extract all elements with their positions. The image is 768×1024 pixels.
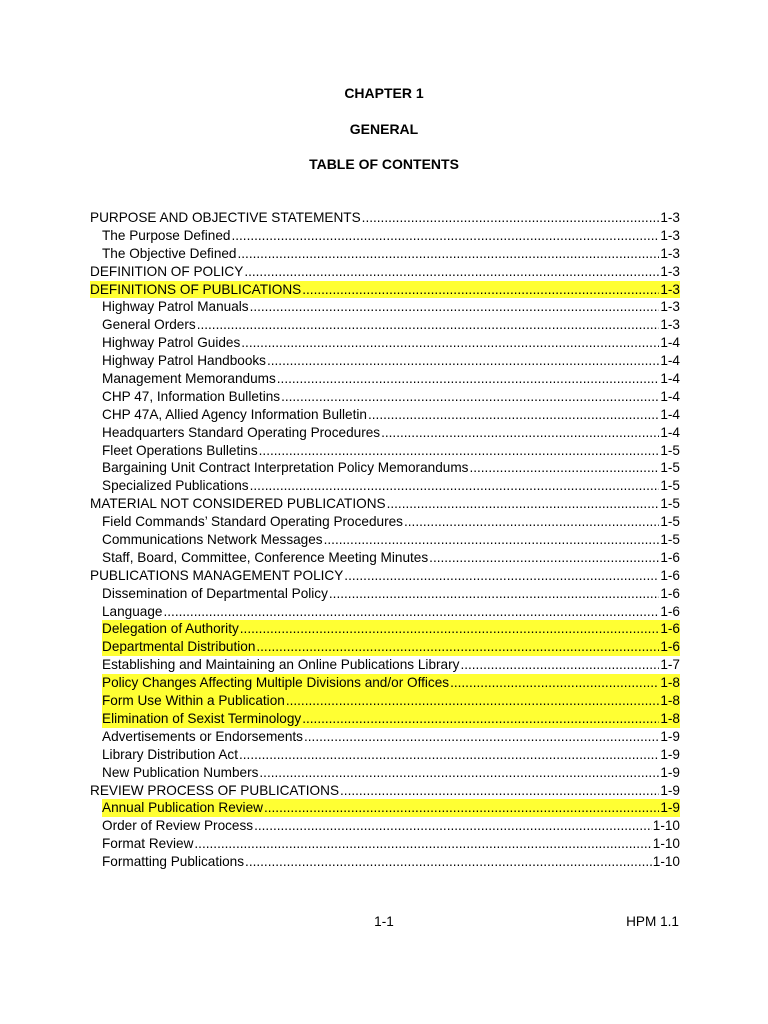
toc-entry-page: 1-3 (660, 317, 680, 333)
toc-dot-leader (277, 370, 660, 388)
toc-entry-line (102, 853, 680, 871)
toc-entry-title: New Publication Numbers (102, 764, 259, 780)
toc-subsection-entry (90, 835, 680, 853)
toc-dot-leader (344, 567, 659, 585)
toc-entry-title: Elimination of Sexist Terminology (102, 710, 302, 726)
toc-entry-line (102, 799, 680, 817)
toc-entry-page: 1-6 (660, 639, 680, 655)
toc-subsection-entry (90, 316, 680, 334)
chapter-subject: GENERAL (349, 121, 419, 137)
toc-dot-leader (241, 334, 659, 352)
toc-entry-title: Dissemination of Departmental Policy (102, 585, 328, 601)
toc-subsection-entry (90, 710, 680, 728)
toc-entry-title: Staff, Board, Committee, Conference Meeting Minutes (102, 549, 429, 565)
toc-entry-title: MATERIAL NOT CONSIDERED PUBLICATIONS (90, 496, 386, 512)
toc-entry-line (90, 567, 680, 585)
toc-entry-line (102, 549, 680, 567)
toc-entry-title: General Orders (102, 317, 196, 333)
toc-entry-line (102, 764, 680, 782)
toc-section-entry (90, 209, 680, 227)
toc-entry-line (102, 442, 680, 460)
toc-entry-line (102, 370, 680, 388)
toc-subsection-entry (90, 853, 680, 871)
toc-entry-line (102, 477, 680, 495)
table-of-contents (90, 209, 680, 871)
toc-entry-page: 1-3 (660, 245, 680, 261)
toc-dot-leader (245, 853, 652, 871)
toc-entry-line (102, 620, 680, 638)
toc-entry-page: 1-3 (660, 299, 680, 315)
toc-entry-page: 1-6 (660, 549, 680, 565)
toc-subsection-entry (90, 352, 680, 370)
toc-subsection-entry (90, 799, 680, 817)
toc-entry-line (102, 316, 680, 334)
toc-subsection-entry (90, 406, 680, 424)
toc-entry-line (102, 656, 680, 674)
toc-dot-leader (304, 728, 659, 746)
toc-entry-line (102, 674, 680, 692)
toc-dot-leader (381, 424, 659, 442)
toc-entry-title: Bargaining Unit Contract Interpretation Policy Memorandums (102, 460, 469, 476)
toc-subsection-entry (90, 549, 680, 567)
toc-subsection-entry (90, 603, 680, 621)
toc-entry-title: Departmental Distribution (102, 639, 256, 655)
toc-entry-title: Form Use Within a Publication (102, 693, 285, 709)
toc-entry-title: The Purpose Defined (102, 227, 231, 243)
toc-entry-title: Annual Publication Review (102, 800, 263, 816)
toc-entry-line (102, 710, 680, 728)
toc-subsection-entry (90, 388, 680, 406)
toc-entry-line (102, 334, 680, 352)
toc-entry-title: Advertisements or Endorsements (102, 728, 303, 744)
toc-entry-title: Format Review (102, 836, 194, 852)
toc-subsection-entry (90, 620, 680, 638)
toc-dot-leader (281, 388, 659, 406)
toc-entry-title: Formatting Publications (102, 854, 245, 870)
toc-entry-page: 1-9 (660, 800, 680, 816)
toc-title: TABLE OF CONTENTS (309, 156, 459, 172)
toc-dot-leader (250, 298, 660, 316)
toc-entry-page: 1-4 (660, 388, 680, 404)
toc-entry-line (102, 298, 680, 316)
toc-subsection-entry (90, 692, 680, 710)
toc-subsection-entry (90, 245, 680, 263)
toc-dot-leader (387, 495, 660, 513)
toc-entry-title: Policy Changes Affecting Multiple Divisions and/or Offices (102, 675, 450, 691)
toc-entry-title: Fleet Operations Bulletins (102, 442, 258, 458)
toc-entry-line (102, 388, 680, 406)
toc-entry-title: REVIEW PROCESS OF PUBLICATIONS (90, 782, 340, 798)
toc-dot-leader (302, 710, 659, 728)
toc-subsection-entry (90, 442, 680, 460)
toc-subsection-entry (90, 817, 680, 835)
toc-entry-page: 1-8 (660, 675, 680, 691)
toc-dot-leader (362, 209, 660, 227)
toc-entry-page: 1-6 (660, 603, 680, 619)
toc-entry-line (102, 245, 680, 263)
toc-entry-title: Field Commands’ Standard Operating Procedures (102, 514, 403, 530)
toc-entry-page: 1-8 (660, 710, 680, 726)
toc-entry-line (102, 227, 680, 245)
toc-entry-line (90, 209, 680, 227)
toc-entry-title: PURPOSE AND OBJECTIVE STATEMENTS (90, 210, 361, 225)
toc-entry-page: 1-6 (660, 567, 680, 583)
toc-dot-leader (450, 674, 659, 692)
toc-subsection-entry (90, 531, 680, 549)
toc-subsection-entry (90, 656, 680, 674)
toc-dot-leader (256, 638, 659, 656)
toc-entry-line (102, 459, 680, 477)
toc-dot-leader (324, 531, 660, 549)
footer-document-id: HPM 1.1 (626, 914, 679, 929)
toc-subsection-entry (90, 227, 680, 245)
toc-entry-title: DEFINITIONS OF PUBLICATIONS (90, 281, 302, 297)
toc-entry-page: 1-9 (660, 728, 680, 744)
toc-entry-page: 1-5 (660, 496, 680, 512)
toc-entry-page: 1-9 (660, 782, 680, 798)
toc-dot-leader (302, 281, 659, 299)
toc-subsection-entry (90, 585, 680, 603)
toc-entry-page: 1-5 (660, 532, 680, 548)
toc-entry-page: 1-7 (660, 657, 680, 673)
toc-entry-title: Highway Patrol Guides (102, 335, 241, 351)
toc-entry-line (102, 817, 680, 835)
toc-entry-page: 1-9 (660, 764, 680, 780)
toc-section-entry (90, 263, 680, 281)
toc-dot-leader (238, 245, 660, 263)
toc-subsection-entry (90, 513, 680, 531)
toc-entry-page: 1-4 (660, 371, 680, 387)
toc-dot-leader (231, 227, 659, 245)
toc-entry-line (90, 495, 680, 513)
toc-entry-line (90, 782, 680, 800)
toc-subsection-entry (90, 424, 680, 442)
toc-entry-page: 1-4 (660, 406, 680, 422)
toc-entry-page: 1-4 (660, 353, 680, 369)
toc-entry-page: 1-6 (660, 621, 680, 637)
toc-entry-page: 1-3 (660, 281, 680, 297)
toc-entry-title: Highway Patrol Manuals (102, 299, 249, 315)
toc-entry-page: 1-4 (660, 424, 680, 440)
toc-entry-page: 1-4 (660, 335, 680, 351)
toc-subsection-entry (90, 674, 680, 692)
toc-dot-leader (197, 316, 660, 334)
toc-dot-leader (244, 263, 659, 281)
toc-entry-line (102, 603, 680, 621)
toc-entry-title: The Objective Defined (102, 245, 237, 261)
toc-entry-title: Establishing and Maintaining an Online Publications Library (102, 657, 460, 673)
toc-entry-title: Management Memorandums (102, 371, 276, 387)
toc-entry-page: 1-3 (660, 263, 680, 279)
toc-entry-page: 1-3 (660, 227, 680, 243)
toc-entry-line (102, 513, 680, 531)
toc-dot-leader (340, 782, 659, 800)
toc-entry-page: 1-5 (660, 442, 680, 458)
toc-entry-line (90, 281, 680, 299)
footer-page-number: 1-1 (374, 914, 394, 929)
toc-subsection-entry (90, 728, 680, 746)
toc-entry-line (102, 746, 680, 764)
toc-entry-page: 1-5 (660, 478, 680, 494)
toc-entry-line (102, 835, 680, 853)
toc-subsection-entry (90, 334, 680, 352)
toc-entry-page: 1-6 (660, 585, 680, 601)
toc-subsection-entry (90, 477, 680, 495)
toc-entry-title: Library Distribution Act (102, 746, 238, 762)
toc-entry-line (102, 406, 680, 424)
toc-section-entry (90, 782, 680, 800)
toc-entry-title: Headquarters Standard Operating Procedures (102, 424, 381, 440)
toc-entry-page: 1-10 (652, 854, 680, 870)
toc-dot-leader (240, 620, 660, 638)
toc-dot-leader (469, 459, 659, 477)
toc-entry-page: 1-5 (660, 514, 680, 530)
toc-dot-leader (254, 817, 652, 835)
toc-subsection-entry (90, 459, 680, 477)
toc-dot-leader (267, 352, 659, 370)
toc-entry-title: DEFINITION OF POLICY (90, 263, 244, 279)
toc-dot-leader (239, 746, 659, 764)
toc-dot-leader (329, 585, 659, 603)
toc-subsection-entry (90, 638, 680, 656)
toc-entry-line (102, 692, 680, 710)
toc-entry-line (102, 638, 680, 656)
toc-entry-page: 1-10 (652, 836, 680, 852)
toc-entry-page: 1-10 (652, 818, 680, 834)
toc-subsection-entry (90, 764, 680, 782)
toc-entry-line (102, 424, 680, 442)
toc-entry-line (102, 531, 680, 549)
toc-subsection-entry (90, 298, 680, 316)
toc-dot-leader (368, 406, 659, 424)
toc-entry-line (102, 585, 680, 603)
toc-entry-title: Delegation of Authority (102, 621, 239, 637)
toc-section-entry (90, 495, 680, 513)
toc-subsection-entry (90, 370, 680, 388)
toc-entry-title: Highway Patrol Handbooks (102, 353, 266, 369)
toc-dot-leader (259, 764, 659, 782)
toc-subsection-entry (90, 746, 680, 764)
toc-dot-leader (194, 835, 651, 853)
toc-entry-page: 1-9 (660, 746, 680, 762)
toc-entry-line (102, 352, 680, 370)
toc-dot-leader (286, 692, 660, 710)
toc-entry-page: 1-3 (660, 210, 680, 225)
toc-dot-leader (460, 656, 659, 674)
toc-dot-leader (264, 799, 659, 817)
toc-dot-leader (404, 513, 659, 531)
toc-entry-title: PUBLICATIONS MANAGEMENT POLICY (90, 567, 344, 583)
toc-dot-leader (250, 477, 660, 495)
toc-entry-title: CHP 47, Information Bulletins (102, 388, 281, 404)
toc-dot-leader (163, 603, 659, 621)
toc-dot-leader (259, 442, 660, 460)
toc-section-entry (90, 567, 680, 585)
toc-section-entry (90, 281, 680, 299)
toc-entry-title: Specialized Publications (102, 478, 249, 494)
toc-entry-title: Language (102, 603, 163, 619)
toc-entry-title: CHP 47A, Allied Agency Information Bulletin (102, 406, 367, 422)
toc-entry-line (90, 263, 680, 281)
toc-dot-leader (429, 549, 659, 567)
chapter-heading: CHAPTER 1 (344, 85, 424, 101)
toc-entry-title: Order of Review Process (102, 818, 254, 834)
toc-entry-line (102, 728, 680, 746)
toc-entry-title: Communications Network Messages (102, 532, 323, 548)
toc-entry-page: 1-8 (660, 693, 680, 709)
toc-entry-page: 1-5 (660, 460, 680, 476)
